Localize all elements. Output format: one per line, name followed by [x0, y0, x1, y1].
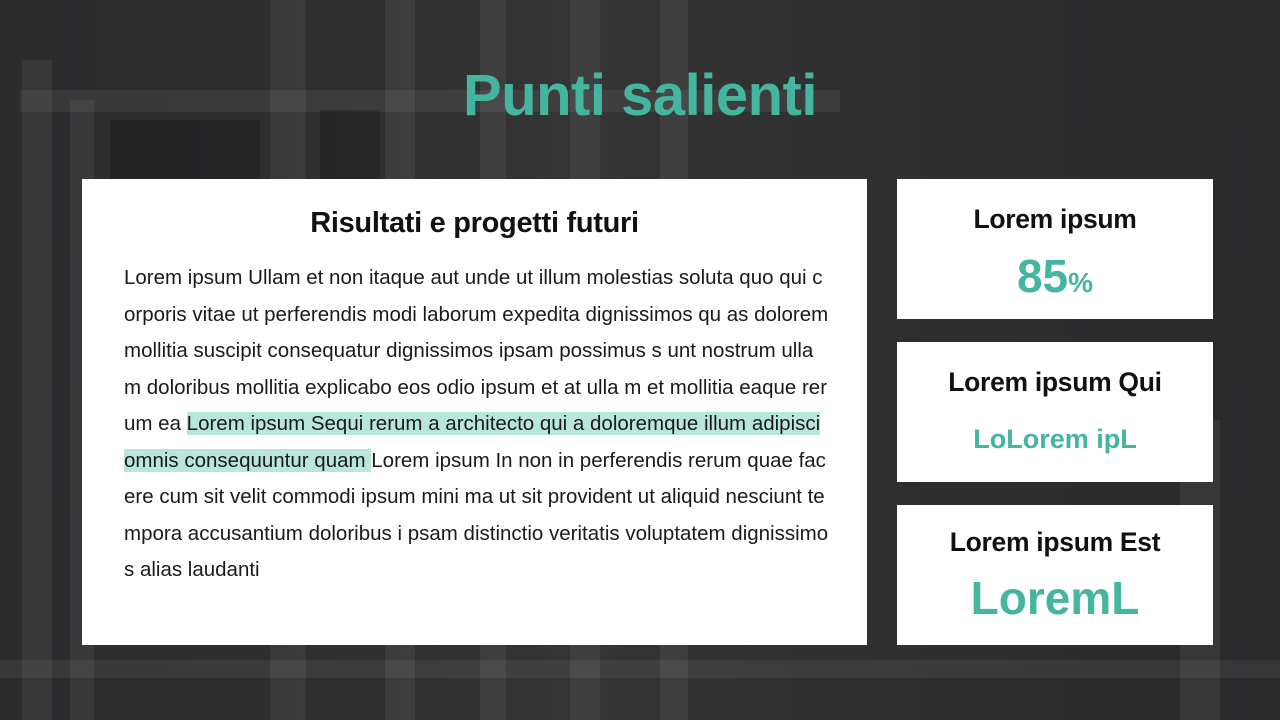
- page-title: Punti salienti: [463, 63, 817, 128]
- results-card-body: [124, 260, 829, 589]
- stat-label: Lorem ipsum Est: [949, 527, 1161, 557]
- stat-value: LoremL: [970, 572, 1140, 624]
- stat-card-est: [897, 505, 1213, 645]
- body-text-start: Lorem ipsum Ullam et non itaque aut unde ut illum molestias soluta quo qui corporis vitae ut perferendis modi laborum expedita dignissimos qu as dolorem mollitia suscipit consequatur dignissimos ipsam possimus s unt nostrum ullam doloribus mollitia explicabo eos odio ipsum et at ulla m et mollitia eaque rerum ea: [124, 266, 829, 435]
- results-card-heading: Risultati e progetti futuri: [310, 207, 639, 239]
- stat-unit: %: [1068, 267, 1094, 298]
- stat-value: [897, 249, 1213, 303]
- stat-label: Lorem ipsum Qui: [948, 367, 1162, 397]
- stat-card-qui: [897, 342, 1213, 482]
- stat-number: 85: [1016, 250, 1069, 302]
- body-text-end: Lorem ipsum In non in perferendis rerum quae facere cum sit velit commodi ipsum mini ma ut sit provident ut aliquid nesciunt tempora accusantium doloribus i psam distinctio veritatis voluptatem dignissimos alias laudanti: [124, 448, 829, 581]
- results-card: [82, 179, 867, 645]
- highlighted-text: Lorem ipsum Sequi rerum a architecto qui a doloremque illum adipisci omnis consequuntur quam: [124, 412, 821, 472]
- stat-value: LoLorem ipL: [973, 424, 1137, 454]
- stat-card-percentage: [897, 179, 1213, 319]
- stat-label: Lorem ipsum: [973, 204, 1137, 234]
